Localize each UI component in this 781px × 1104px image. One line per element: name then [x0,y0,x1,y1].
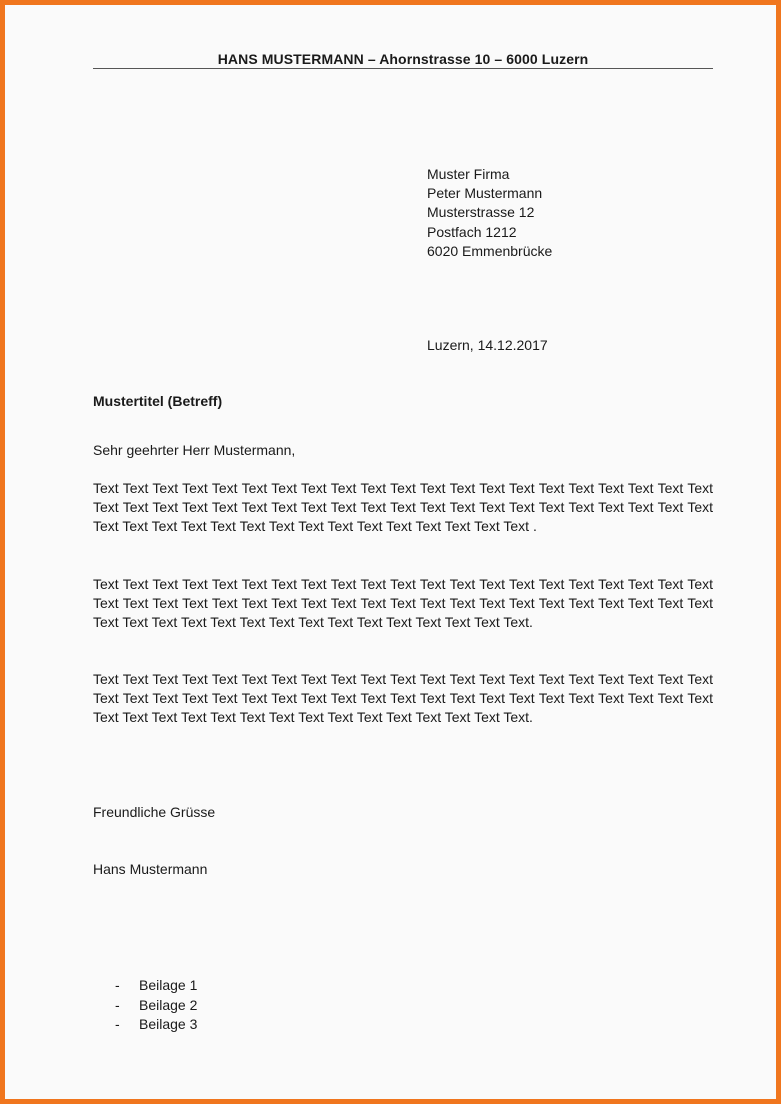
header-divider [93,68,713,69]
body-paragraph-3: Text Text Text Text Text Text Text Text Text Text Text Text Text Text Text Text Text Text Text Text Text Text Text Text Text Text Text Text Text Text Text Text Text Text Text Text Text Text Text Text Text Text Text Text Text Text Text Text Text Text Text Text Text Text Text Text Text. [93,671,713,726]
list-dash: - [115,1016,120,1032]
recipient-line: 6020 Emmenbrücke [427,242,553,259]
recipient-line: Musterstrasse 12 [427,204,535,221]
list-item [115,976,197,996]
recipient-line: Postfach 1212 [427,223,517,240]
recipient-line: Muster Firma [427,166,510,182]
recipient-address [427,165,552,261]
signature-name: Hans Mustermann [93,861,208,877]
salutation: Sehr geehrter Herr Mustermann, [93,442,296,458]
letter-subject: Mustertitel (Betreff) [93,393,223,409]
letter-date: Luzern, 14.12.2017 [427,337,548,353]
enclosures-list [115,976,197,1035]
letterhead: HANS MUSTERMANN – Ahornstrasse 10 – 6000 Luzern [217,51,589,67]
enclosure-label: Beilage 2 [139,996,198,1013]
enclosure-label: Beilage 1 [139,977,198,993]
list-dash: - [115,977,120,993]
body-paragraph-1: Text Text Text Text Text Text Text Text Text Text Text Text Text Text Text Text Text Text Text Text Text Text Text Text Text Text Text Text Text Text Text Text Text Text Text Text Text Text Text Text Text Text Text Text Text Text Text Text Text Text Text Text Text Text Text Text Text . [93,480,713,535]
list-dash: - [115,996,120,1013]
recipient-line: Peter Mustermann [427,185,543,202]
body-paragraph-2: Text Text Text Text Text Text Text Text Text Text Text Text Text Text Text Text Text Text Text Text Text Text Text Text Text Text Text Text Text Text Text Text Text Text Text Text Text Text Text Text Text Text Text Text Text Text Text Text Text Text Text Text Text Text Text Text Text. [93,576,713,631]
list-item [115,996,197,1016]
closing: Freundliche Grüsse [93,804,216,820]
list-item [115,1015,197,1035]
enclosure-label: Beilage 3 [139,1016,198,1032]
